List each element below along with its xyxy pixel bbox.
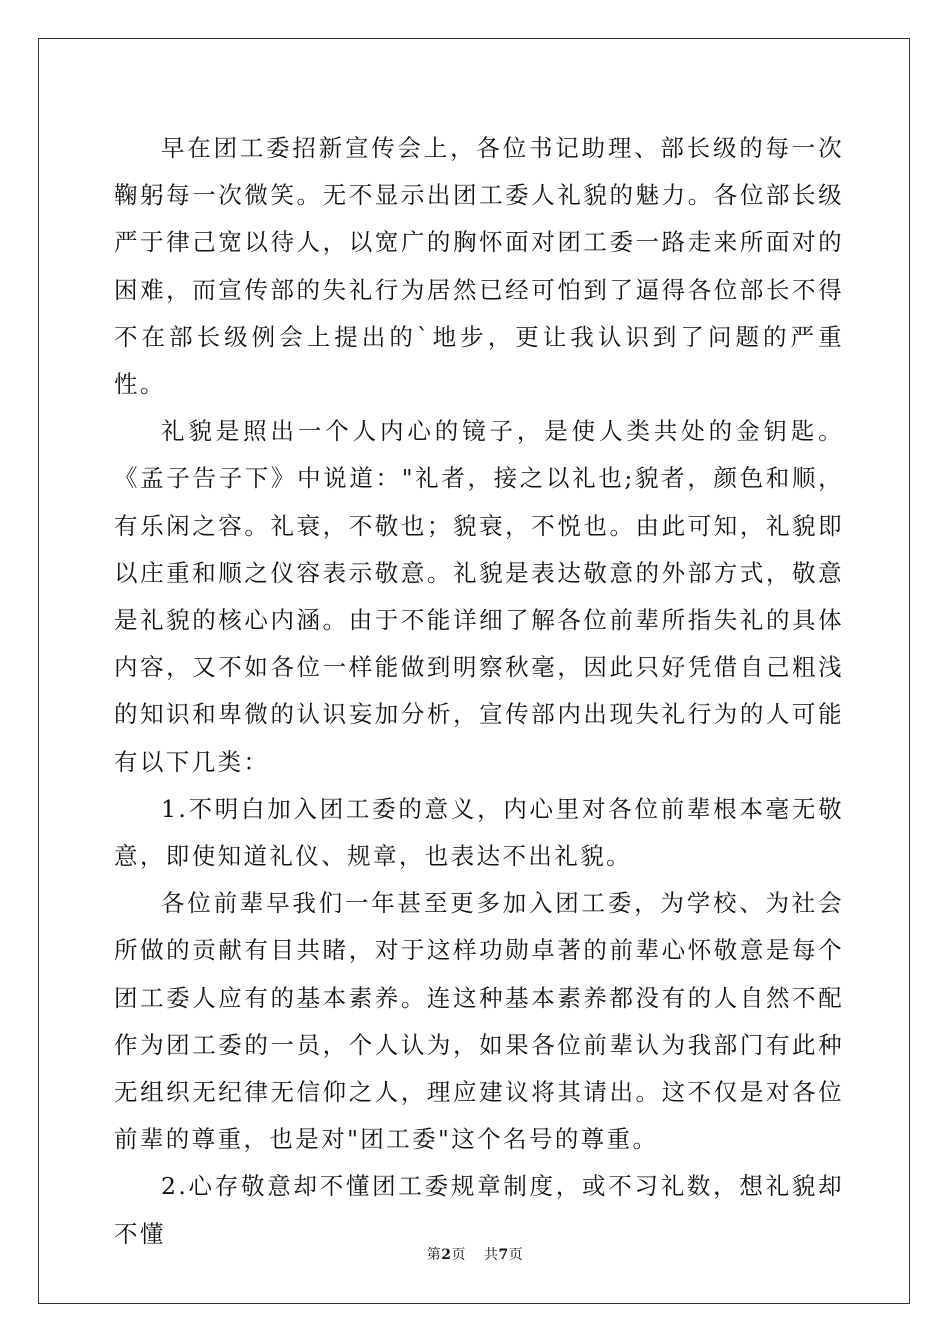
paragraph-1: 早在团工委招新宣传会上，各位书记助理、部长级的每一次鞠躬每一次微笑。无不显示出团工委人礼貌的魅力。各位部长级严于律己宽以待人，以宽广的胸怀面对团工委一路走来所面对的困难，而宣传部的失礼行为居然已经可怕到了逼得各位部长不得不在部长级例会上提出的`地步，更让我认识到了问题的严重性。 (114, 134, 844, 399)
paragraph-2: 礼貌是照出一个人内心的镜子，是使人类共处的金钥匙。《孟子告子下》中说道："礼者，接之以礼也;貌者，颜色和顺，有乐闲之容。礼衰，不敬也；貌衰，不悦也。由此可知，礼貌即以庄重和顺之仪容表示敬意。礼貌是表达敬意的外部方式，敬意是礼貌的核心内涵。由于不能详细了解各位前辈所指失礼的具体内容，又不如各位一样能做到明察秋毫，因此只好凭借自己粗浅的知识和卑微的认识妄加分析，宣传部内出现失礼行为的人可能有以下几类： (114, 417, 844, 776)
paragraph-3: 1.不明白加入团工委的意义，内心里对各位前辈根本毫无敬意，即使知道礼仪、规章，也表达不出礼貌。 (114, 794, 844, 871)
total-prefix: 共 (484, 1247, 499, 1263)
page-prefix: 第 (426, 1247, 442, 1263)
document-body (114, 125, 844, 1258)
page-suffix: 页 (451, 1247, 466, 1263)
page-footer (0, 1244, 950, 1264)
total-suffix: 页 (508, 1247, 524, 1263)
total-page-number: 7 (498, 1247, 509, 1263)
current-page-number: 2 (441, 1247, 452, 1263)
paragraph-4: 各位前辈早我们一年甚至更多加入团工委，为学校、为社会所做的贡献有目共睹，对于这样功勋卓著的前辈心怀敬意是每个团工委人应有的基本素养。连这种基本素养都没有的人自然不配作为团工委的一员，个人认为，如果各位前辈认为我部门有此种无组织无纪律无信仰之人，理应建议将其请出。这不仅是对各位前辈的尊重，也是对"团工委"这个名号的尊重。 (114, 889, 844, 1154)
paragraph-5: 2.心存敬意却不懂团工委规章制度，或不习礼数，想礼貌却不懂 (114, 1172, 844, 1248)
